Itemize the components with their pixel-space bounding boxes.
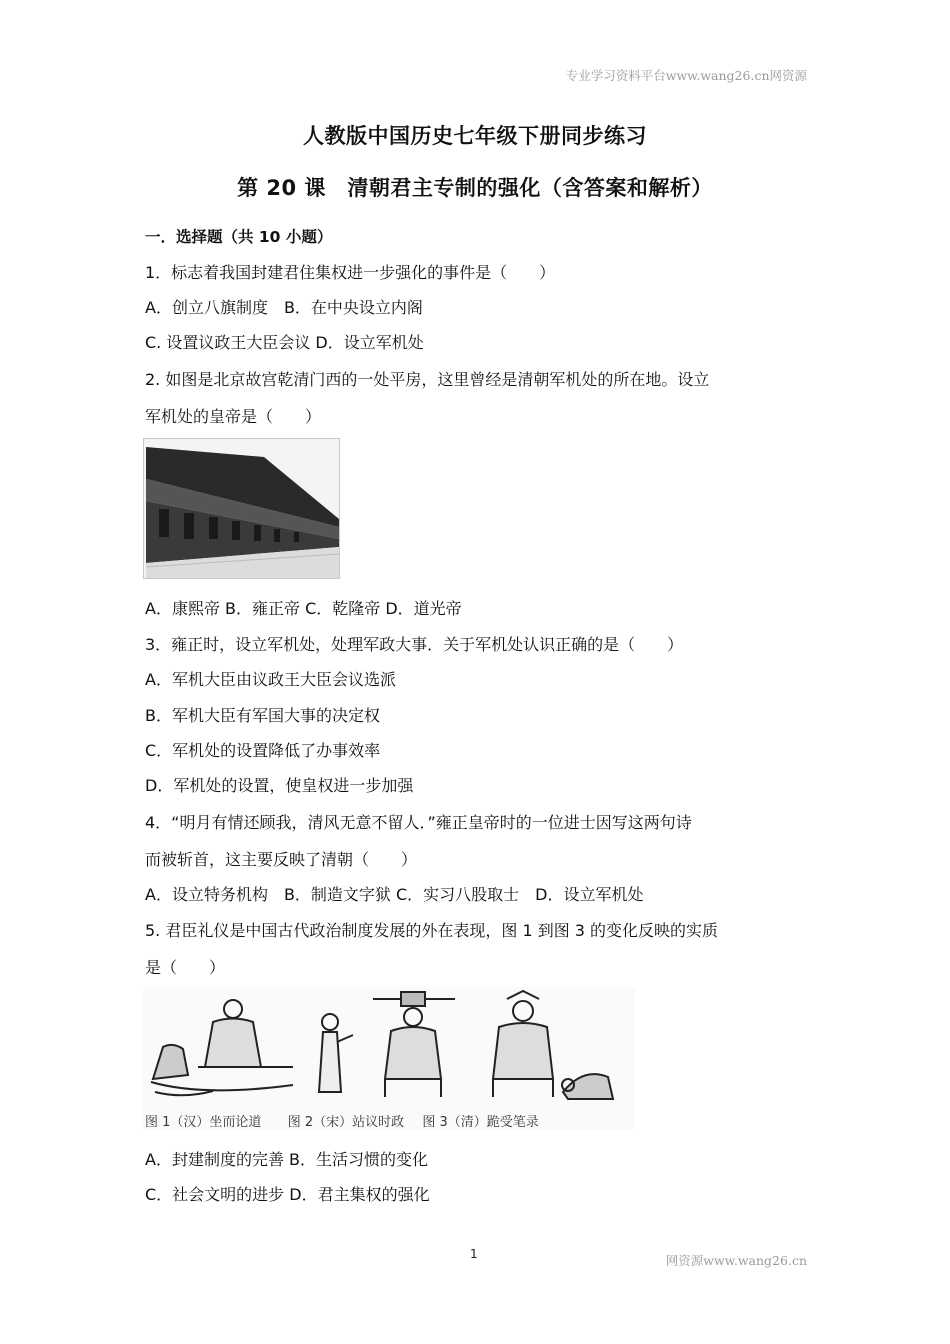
question-3-stem: 3．雍正时，设立军机处，处理军政大事．关于军机处认识正确的是（ ） (145, 635, 684, 654)
question-5-stem-line2: 是（ ） (145, 958, 226, 977)
question-5-options-cd: C．社会文明的进步 D．君主集权的强化 (145, 1185, 430, 1204)
lesson-title: 第 20 课 清朝君主专制的强化（含答案和解析） (237, 176, 713, 200)
question-3-option-b: B．军机大臣有军国大事的决定权 (145, 706, 380, 725)
document-title: 人教版中国历史七年级下册同步练习 (303, 124, 647, 148)
question-1-stem: 1．标志着我国封建君住集权进一步强化的事件是（ ） (145, 263, 556, 282)
question-3-option-d: D．军机处的设置，使皇权进一步加强 (145, 776, 414, 795)
question-2-options: A．康熙帝 B．雍正帝 C．乾隆帝 D．道光帝 (145, 599, 462, 618)
etiquette-figures (143, 987, 635, 1130)
section-heading: 一．选择题（共 10 小题） (145, 228, 333, 246)
question-5-stem-line1: 5. 君臣礼仪是中国古代政治制度发展的外在表现，图 1 到图 3 的变化反映的实质 (145, 921, 719, 940)
question-2-stem-line2: 军机处的皇帝是（ ） (145, 407, 322, 426)
header-watermark: 专业学习资料平台www.wang26.cn网资源 (565, 68, 807, 83)
footer-watermark: 网资源www.wang26.cn (665, 1253, 807, 1268)
page-number: 1 (470, 1247, 478, 1261)
question-3-option-a: A．军机大臣由议政王大臣会议选派 (145, 670, 396, 689)
question-4-stem-line1: 4．“明月有情还顾我，清风无意不留人．”雍正皇帝时的一位进士因写这两句诗 (145, 813, 692, 832)
question-3-option-c: C．军机处的设置降低了办事效率 (145, 741, 381, 760)
question-1-options-ab: A．创立八旗制度 B．在中央设立内阁 (145, 298, 423, 317)
question-4-stem-line2: 而被斩首，这主要反映了清朝（ ） (145, 850, 418, 869)
question-4-options: A．设立特务机构 B．制造文字狱 C．实习八股取士 D．设立军机处 (145, 885, 644, 904)
figure-2-caption: 图 2（宋）站议时政 (287, 1115, 405, 1130)
figure-3-caption: 图 3（清）跪受笔录 (422, 1115, 539, 1130)
figure-1-caption: 图 1（汉）坐而论道 (145, 1115, 262, 1130)
question-5-options-ab: A．封建制度的完善 B．生活习惯的变化 (145, 1150, 429, 1169)
junjichu-building-photo (143, 438, 340, 579)
question-1-options-cd: C. 设置议政王大臣会议 D．设立军机处 (145, 333, 424, 352)
question-2-stem-line1: 2. 如图是北京故宫乾清门西的一处平房，这里曾经是清朝军机处的所在地。设立 (145, 370, 710, 389)
